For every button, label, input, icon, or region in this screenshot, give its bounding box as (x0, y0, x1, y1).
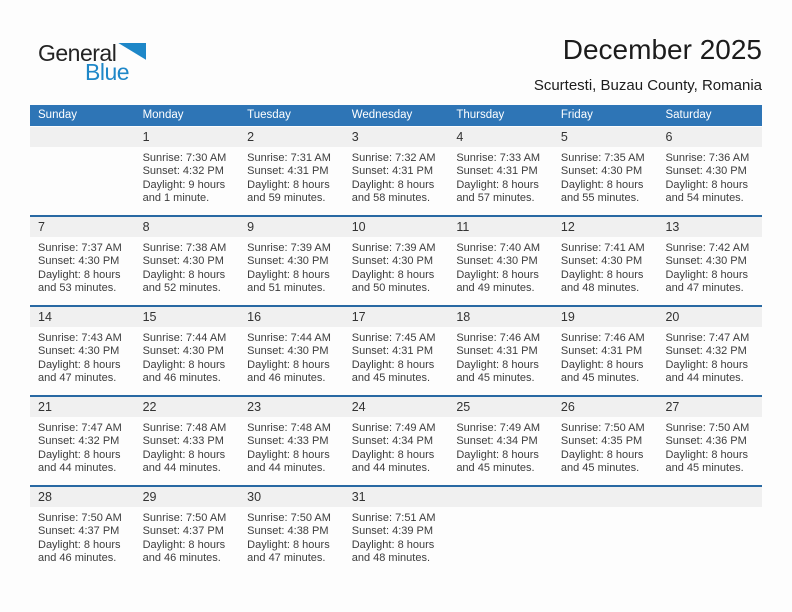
daylight-text: Daylight: 8 hours and 59 minutes. (247, 178, 330, 205)
day-cell-2 (239, 127, 344, 215)
week-row (30, 305, 762, 395)
date-number: 9 (247, 220, 255, 234)
sunrise-text: Sunrise: 7:48 AM (247, 422, 331, 434)
sunset-text: Sunset: 4:30 PM (665, 255, 747, 268)
date-number: 13 (665, 220, 680, 234)
week-row (30, 485, 762, 575)
day-cell-9 (239, 217, 344, 305)
day-cell-4 (448, 127, 553, 215)
day-cell-11 (448, 217, 553, 305)
day-cell-5 (553, 127, 658, 215)
date-number: 30 (247, 490, 262, 504)
day-cell-14 (30, 307, 135, 395)
day-details (561, 417, 653, 476)
date-number: 16 (247, 310, 262, 324)
day-details (38, 417, 130, 476)
daylight-text: Daylight: 8 hours and 52 minutes. (142, 268, 226, 295)
daylight-text: Daylight: 8 hours and 47 minutes. (665, 268, 749, 295)
daylight-text: Daylight: 8 hours and 55 minutes. (560, 178, 644, 205)
date-number: 8 (142, 220, 150, 234)
day-details (247, 147, 339, 206)
date-number: 25 (456, 400, 471, 414)
day-details (561, 237, 653, 296)
date-number: 28 (38, 490, 52, 504)
day-details (247, 417, 339, 476)
date-number: 5 (560, 130, 568, 144)
day-details (38, 507, 130, 566)
daylight-text: Daylight: 8 hours and 46 minutes. (38, 538, 121, 565)
day-cell-15 (135, 307, 240, 395)
day-cell-24 (344, 397, 449, 485)
date-number: 24 (351, 400, 366, 414)
date-number: 20 (665, 310, 680, 324)
date-number: 12 (560, 220, 575, 234)
day-cell-26 (553, 397, 658, 485)
day-details (352, 417, 444, 476)
sunset-text: Sunset: 4:32 PM (38, 435, 120, 448)
day-cell-28 (30, 487, 135, 575)
day-details (143, 507, 235, 566)
date-number: 22 (142, 400, 157, 414)
sunrise-text: Sunrise: 7:42 AM (665, 242, 750, 254)
daylight-text: Daylight: 8 hours and 47 minutes. (38, 358, 121, 385)
logo-triangle-icon (118, 43, 146, 60)
date-number: 31 (351, 490, 366, 504)
calendar-weeks (30, 127, 762, 575)
day-cell-empty (657, 487, 762, 575)
page-title: December 2025 (562, 34, 762, 65)
sunset-text: Sunset: 4:30 PM (142, 255, 224, 268)
sunset-text: Sunset: 4:35 PM (560, 435, 643, 448)
date-number: 18 (456, 310, 471, 324)
sunrise-text: Sunrise: 7:50 AM (38, 512, 122, 524)
sunrise-text: Sunrise: 7:44 AM (142, 332, 227, 344)
day-cell-21 (30, 397, 135, 485)
sunrise-text: Sunrise: 7:35 AM (560, 152, 645, 164)
daylight-text: Daylight: 8 hours and 46 minutes. (142, 358, 226, 385)
daylight-text: Daylight: 8 hours and 44 minutes. (38, 448, 121, 475)
date-number: 23 (247, 400, 262, 414)
sunset-text: Sunset: 4:31 PM (456, 165, 538, 178)
sunrise-text: Sunrise: 7:50 AM (142, 512, 227, 524)
daylight-text: Daylight: 8 hours and 50 minutes. (351, 268, 435, 295)
weekday-header-monday: Monday (142, 109, 184, 121)
sunrise-text: Sunrise: 7:45 AM (351, 332, 436, 344)
daylight-text: Daylight: 8 hours and 44 minutes. (142, 448, 226, 475)
day-cell-30 (239, 487, 344, 575)
day-details (38, 237, 130, 296)
day-cell-20 (657, 307, 762, 395)
day-details (456, 237, 548, 296)
day-details (561, 327, 653, 386)
day-cell-25 (448, 397, 553, 485)
sunset-text: Sunset: 4:37 PM (38, 525, 120, 538)
sunrise-text: Sunrise: 7:32 AM (351, 152, 436, 164)
day-details (143, 237, 235, 296)
day-cell-7 (30, 217, 135, 305)
weekday-header-wednesday: Wednesday (351, 109, 413, 121)
sunrise-text: Sunrise: 7:50 AM (247, 512, 331, 524)
week-row (30, 395, 762, 485)
sunset-text: Sunset: 4:39 PM (351, 525, 434, 538)
day-cell-12 (553, 217, 658, 305)
date-number: 14 (38, 310, 52, 324)
day-cell-1 (135, 127, 240, 215)
day-details (247, 237, 339, 296)
logo-text-blue: Blue (85, 59, 130, 85)
sunset-text: Sunset: 4:31 PM (247, 165, 329, 178)
date-number: 10 (351, 220, 366, 234)
day-cell-22 (135, 397, 240, 485)
date-number: 17 (351, 310, 366, 324)
sunset-text: Sunset: 4:30 PM (560, 255, 643, 268)
day-details (38, 327, 130, 386)
sunrise-text: Sunrise: 7:33 AM (456, 152, 541, 164)
day-details (665, 327, 757, 386)
sunset-text: Sunset: 4:30 PM (351, 255, 434, 268)
sunset-text: Sunset: 4:30 PM (142, 345, 224, 358)
sunset-text: Sunset: 4:31 PM (560, 345, 643, 358)
week-row (30, 127, 762, 215)
daylight-text: Daylight: 8 hours and 48 minutes. (560, 268, 644, 295)
sunrise-text: Sunrise: 7:51 AM (351, 512, 436, 524)
location-subtitle: Scurtesti, Buzau County, Romania (533, 77, 762, 94)
weekday-header-tuesday: Tuesday (247, 109, 291, 121)
sunset-text: Sunset: 4:37 PM (142, 525, 224, 538)
sunrise-text: Sunrise: 7:39 AM (351, 242, 436, 254)
date-number: 6 (665, 130, 673, 144)
daylight-text: Daylight: 8 hours and 44 minutes. (351, 448, 435, 475)
sunrise-text: Sunrise: 7:31 AM (247, 152, 331, 164)
sunset-text: Sunset: 4:30 PM (247, 345, 329, 358)
daylight-text: Daylight: 8 hours and 45 minutes. (456, 448, 539, 475)
date-number: 11 (456, 220, 470, 234)
day-cell-16 (239, 307, 344, 395)
date-number: 27 (665, 400, 680, 414)
sunrise-text: Sunrise: 7:38 AM (142, 242, 227, 254)
date-number: 1 (142, 130, 150, 144)
date-number: 21 (38, 400, 52, 414)
day-cell-empty (30, 127, 135, 215)
sunset-text: Sunset: 4:31 PM (351, 165, 434, 178)
daylight-text: Daylight: 8 hours and 44 minutes. (247, 448, 330, 475)
sunset-text: Sunset: 4:33 PM (247, 435, 329, 448)
sunset-text: Sunset: 4:34 PM (456, 435, 538, 448)
sunset-text: Sunset: 4:33 PM (142, 435, 224, 448)
daylight-text: Daylight: 8 hours and 47 minutes. (247, 538, 330, 565)
day-cell-23 (239, 397, 344, 485)
date-number: 2 (247, 130, 255, 144)
day-cell-31 (344, 487, 449, 575)
day-details (352, 507, 444, 566)
sunrise-text: Sunrise: 7:47 AM (38, 422, 122, 434)
daylight-text: Daylight: 9 hours and 1 minute. (142, 178, 226, 205)
sunrise-text: Sunrise: 7:47 AM (665, 332, 750, 344)
sunset-text: Sunset: 4:32 PM (665, 345, 747, 358)
sunset-text: Sunset: 4:36 PM (665, 435, 747, 448)
day-cell-29 (135, 487, 240, 575)
day-details (456, 147, 548, 206)
day-cell-17 (344, 307, 449, 395)
weekday-header-thursday: Thursday (456, 109, 505, 121)
daylight-text: Daylight: 8 hours and 46 minutes. (247, 358, 330, 385)
daylight-text: Daylight: 8 hours and 45 minutes. (665, 448, 749, 475)
day-cell-18 (448, 307, 553, 395)
sunset-text: Sunset: 4:30 PM (38, 255, 120, 268)
day-details (665, 147, 757, 206)
sunset-text: Sunset: 4:38 PM (247, 525, 329, 538)
day-details (456, 327, 548, 386)
sunrise-text: Sunrise: 7:37 AM (38, 242, 122, 254)
date-number: 3 (351, 130, 359, 144)
sunset-text: Sunset: 4:30 PM (665, 165, 747, 178)
day-details (352, 327, 444, 386)
logo-text-general: General (38, 40, 117, 66)
sunset-text: Sunset: 4:31 PM (456, 345, 538, 358)
sunrise-text: Sunrise: 7:30 AM (142, 152, 227, 164)
date-number: 26 (560, 400, 575, 414)
sunrise-text: Sunrise: 7:49 AM (351, 422, 436, 434)
weekday-header-row (30, 105, 762, 126)
day-details (143, 327, 235, 386)
sunset-text: Sunset: 4:30 PM (560, 165, 643, 178)
sunrise-text: Sunrise: 7:50 AM (665, 422, 750, 434)
daylight-text: Daylight: 8 hours and 58 minutes. (351, 178, 435, 205)
day-details (247, 327, 339, 386)
daylight-text: Daylight: 8 hours and 45 minutes. (456, 358, 539, 385)
day-details (352, 147, 444, 206)
sunrise-text: Sunrise: 7:40 AM (456, 242, 541, 254)
day-details (143, 147, 235, 206)
sunrise-text: Sunrise: 7:49 AM (456, 422, 541, 434)
daylight-text: Daylight: 8 hours and 45 minutes. (351, 358, 435, 385)
sunrise-text: Sunrise: 7:43 AM (38, 332, 122, 344)
sunset-text: Sunset: 4:32 PM (142, 165, 224, 178)
day-cell-19 (553, 307, 658, 395)
date-number: 29 (142, 490, 157, 504)
day-details (143, 417, 235, 476)
daylight-text: Daylight: 8 hours and 53 minutes. (38, 268, 121, 295)
sunrise-text: Sunrise: 7:50 AM (560, 422, 645, 434)
daylight-text: Daylight: 8 hours and 48 minutes. (351, 538, 435, 565)
weekday-header-friday: Friday (560, 109, 593, 121)
date-number: 19 (560, 310, 575, 324)
daylight-text: Daylight: 8 hours and 45 minutes. (560, 448, 644, 475)
sunrise-text: Sunrise: 7:46 AM (560, 332, 645, 344)
date-number: 15 (142, 310, 157, 324)
day-cell-8 (135, 217, 240, 305)
daylight-text: Daylight: 8 hours and 57 minutes. (456, 178, 539, 205)
sunset-text: Sunset: 4:30 PM (456, 255, 538, 268)
date-number: 4 (456, 130, 464, 144)
sunrise-text: Sunrise: 7:39 AM (247, 242, 331, 254)
daylight-text: Daylight: 8 hours and 45 minutes. (560, 358, 644, 385)
sunrise-text: Sunrise: 7:36 AM (665, 152, 750, 164)
day-cell-6 (657, 127, 762, 215)
daylight-text: Daylight: 8 hours and 46 minutes. (142, 538, 226, 565)
date-number: 7 (38, 220, 45, 234)
day-details (561, 147, 653, 206)
day-cell-empty (553, 487, 658, 575)
day-cell-13 (657, 217, 762, 305)
day-cell-empty (448, 487, 553, 575)
sunset-text: Sunset: 4:30 PM (247, 255, 329, 268)
day-details (665, 417, 757, 476)
daylight-text: Daylight: 8 hours and 54 minutes. (665, 178, 749, 205)
daylight-text: Daylight: 8 hours and 44 minutes. (665, 358, 749, 385)
calendar-table (30, 105, 762, 575)
weekday-header-sunday: Sunday (38, 109, 78, 121)
daylight-text: Daylight: 8 hours and 51 minutes. (247, 268, 330, 295)
sunrise-text: Sunrise: 7:46 AM (456, 332, 541, 344)
day-details (247, 507, 339, 566)
sunset-text: Sunset: 4:34 PM (351, 435, 434, 448)
sunrise-text: Sunrise: 7:44 AM (247, 332, 331, 344)
sunset-text: Sunset: 4:30 PM (38, 345, 120, 358)
weekday-header-saturday: Saturday (665, 109, 712, 121)
daylight-text: Daylight: 8 hours and 49 minutes. (456, 268, 539, 295)
day-details (456, 417, 548, 476)
day-details (352, 237, 444, 296)
day-details (665, 237, 757, 296)
sunrise-text: Sunrise: 7:41 AM (560, 242, 645, 254)
general-blue-logo (38, 42, 146, 84)
day-cell-3 (344, 127, 449, 215)
sunrise-text: Sunrise: 7:48 AM (142, 422, 227, 434)
week-row (30, 215, 762, 305)
day-cell-27 (657, 397, 762, 485)
day-cell-10 (344, 217, 449, 305)
sunset-text: Sunset: 4:31 PM (351, 345, 434, 358)
